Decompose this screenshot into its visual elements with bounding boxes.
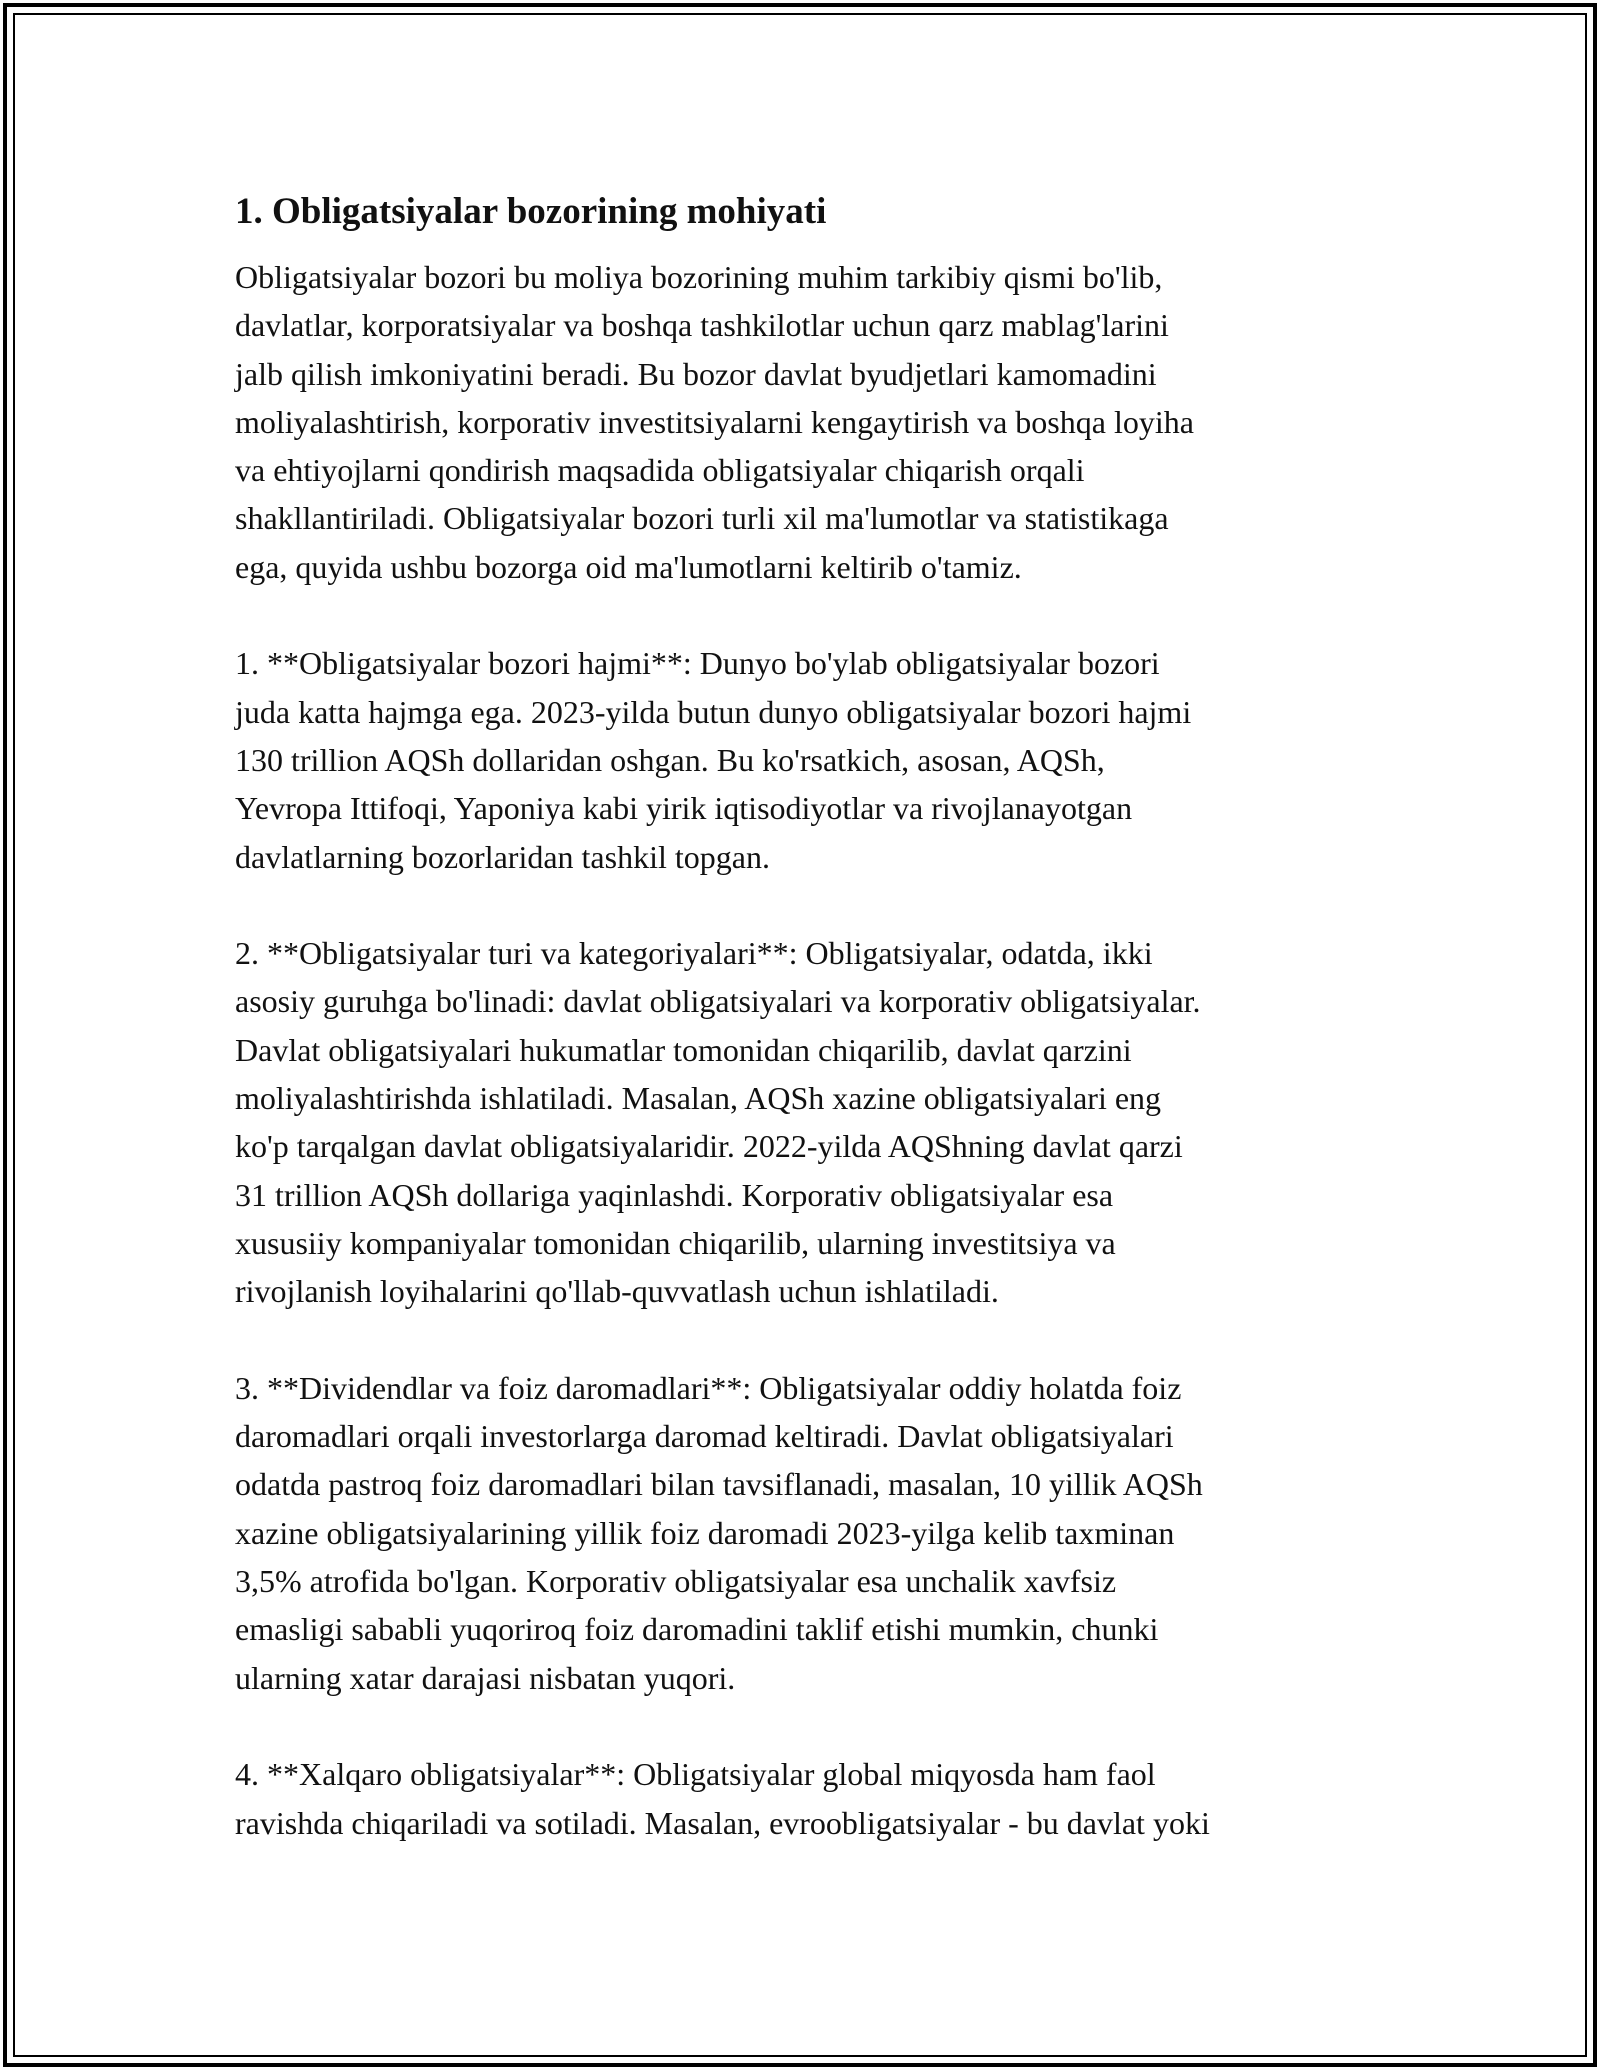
text-line: 3. **Dividendlar va foiz daromadlari**: Obligatsiyalar oddiy holatda foiz [235,1369,1182,1406]
intro-paragraph [235,253,1365,591]
list-item-paragraph [235,1750,1365,1847]
text-line: jalb qilish imkoniyatini beradi. Bu bozor davlat byudjetlari kamomadini [235,355,1157,392]
text-line: ko'p tarqalgan davlat obligatsiyalaridir. 2022-yilda AQShning davlat qarzi [235,1128,1183,1165]
text-line: 1. **Obligatsiyalar bozori hajmi**: Dunyo bo'ylab obligatsiyalar bozori [235,645,1160,682]
text-line: Yevropa Ittifoqi, Yaponiya kabi yirik iqtisodiyotlar va rivojlanayotgan [235,790,1133,827]
text-line: ega, quyida ushbu bozorga oid ma'lumotlarni keltirib o'tamiz. [235,548,1022,585]
list-item-paragraph [235,929,1365,1315]
text-line: davlatlarning bozorlaridan tashkil topgan. [235,838,770,875]
text-line: 31 trillion AQSh dollariga yaqinlashdi. Korporativ obligatsiyalar esa [235,1176,1114,1213]
text-line: rivojlanish loyihalarini qo'llab-quvvatlash uchun ishlatiladi. [235,1273,999,1310]
text-line: 3,5% atrofida bo'lgan. Korporativ obligatsiyalar esa unchalik xavfsiz [235,1563,1117,1600]
text-line: ravishda chiqariladi va sotiladi. Masalan, evroobligatsiyalar - bu davlat yoki [235,1804,1210,1841]
text-line: xazine obligatsiyalarining yillik foiz daromadi 2023-yilga kelib taxminan [235,1514,1175,1551]
text-line: daromadlari orqali investorlarga daromad keltiradi. Davlat obligatsiyalari [235,1418,1174,1455]
text-line: va ehtiyojlarni qondirish maqsadida obligatsiyalar chiqarish orqali [235,452,1085,489]
text-line: moliyalashtirish, korporativ investitsiyalarni kengaytirish va boshqa loyiha [235,403,1194,440]
text-line: moliyalashtirishda ishlatiladi. Masalan, AQSh xazine obligatsiyalari eng [235,1080,1162,1117]
text-line: odatda pastroq foiz daromadlari bilan tavsiflanadi, masalan, 10 yillik AQSh [235,1466,1203,1503]
text-line: davlatlar, korporatsiyalar va boshqa tashkilotlar uchun qarz mablag'larini [235,307,1169,344]
text-line: ularning xatar darajasi nisbatan yuqori. [235,1659,736,1696]
text-line: asosiy guruhga bo'linadi: davlat obligatsiyalari va korporativ obligatsiyalar. [235,983,1201,1020]
text-line: juda katta hajmga ega. 2023-yilda butun dunyo obligatsiyalar bozori hajmi [235,693,1192,730]
text-line: Obligatsiyalar bozori bu moliya bozorining muhim tarkibiy qismi bo'lib, [235,259,1163,295]
text-line: 4. **Xalqaro obligatsiyalar**: Obligatsiyalar global miqyosda ham faol [235,1756,1156,1793]
list-item-paragraph [235,639,1365,880]
section-heading: 1. Obligatsiyalar bozorining mohiyati [235,191,827,232]
text-line: 2. **Obligatsiyalar turi va kategoriyalari**: Obligatsiyalar, odatda, ikki [235,935,1153,972]
text-line: 130 trillion AQSh dollaridan oshgan. Bu ko'rsatkich, asosan, AQSh, [235,741,1105,778]
text-line: emasligi sababli yuqoriroq foiz daromadini taklif etishi mumkin, chunki [235,1611,1159,1648]
list-item-paragraph [235,1364,1365,1702]
text-line: xususiiy kompaniyalar tomonidan chiqarilib, ularning investitsiya va [235,1224,1116,1261]
text-line: Davlat obligatsiyalari hukumatlar tomonidan chiqarilib, davlat qarzini [235,1031,1132,1068]
document-body [235,186,1365,1895]
text-line: shakllantiriladi. Obligatsiyalar bozori turli xil ma'lumotlar va statistikaga [235,500,1169,537]
